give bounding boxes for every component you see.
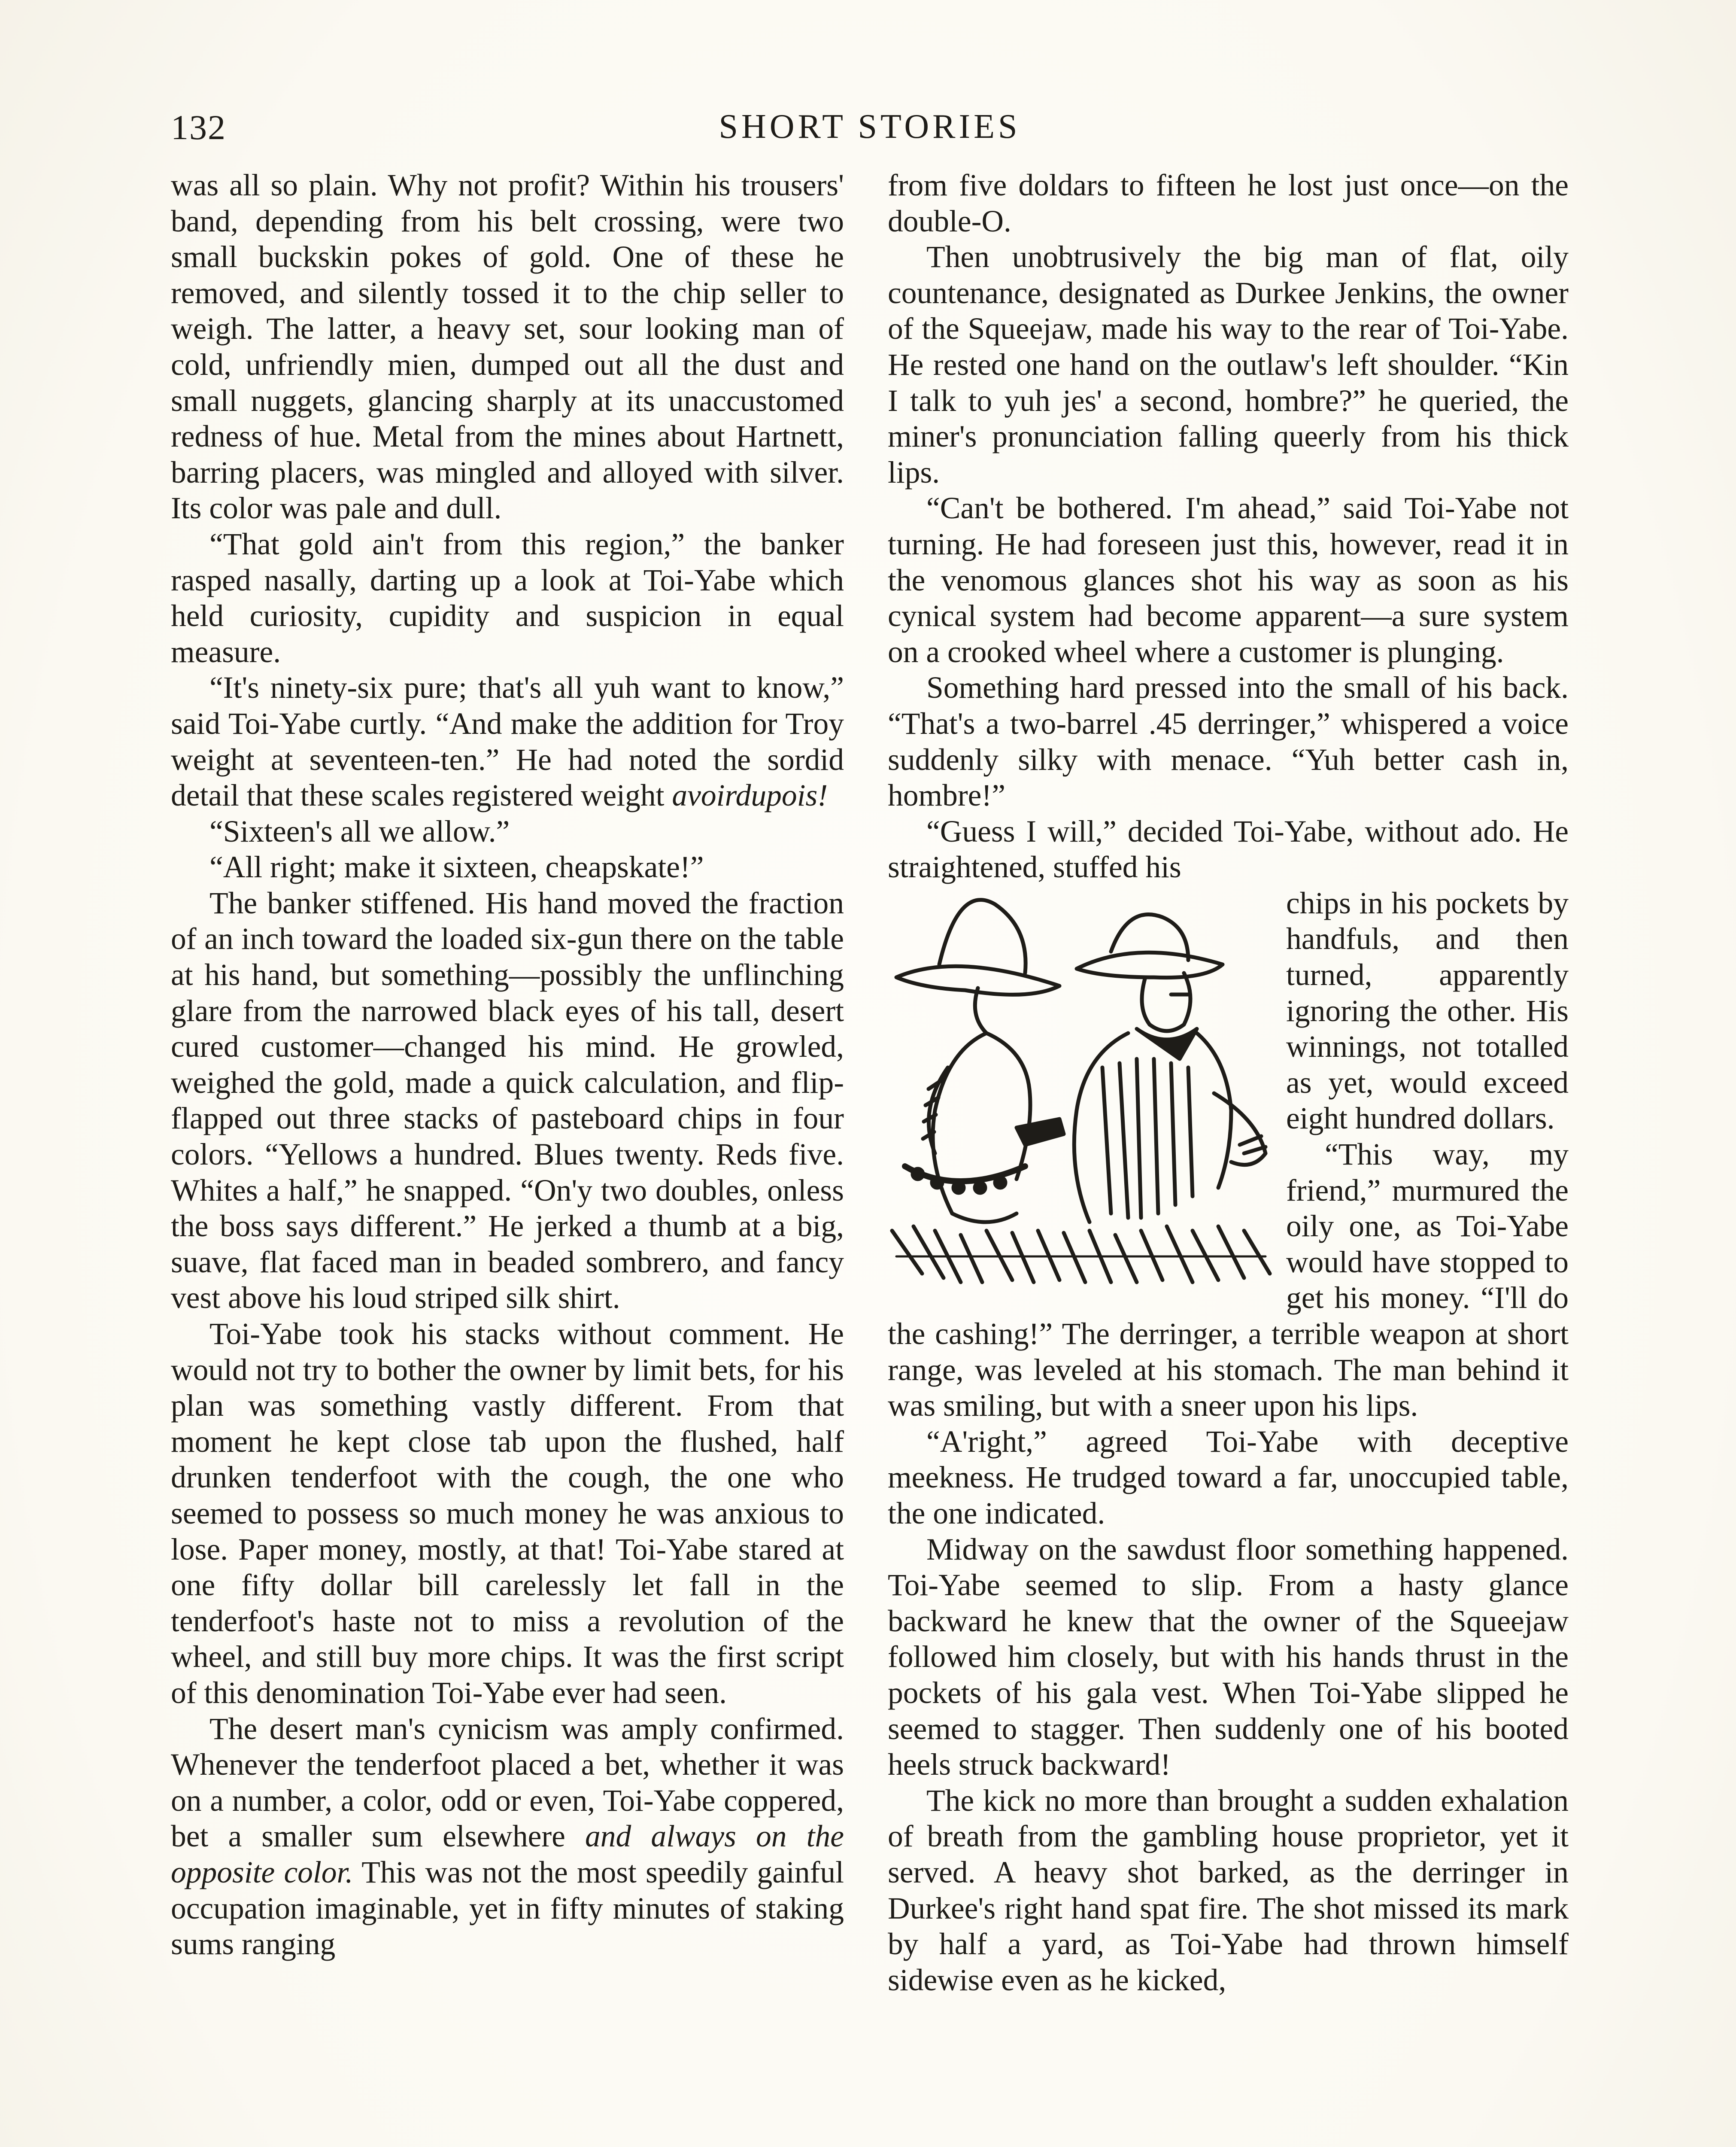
paragraph — [171, 1711, 844, 1962]
paragraph: “Sixteen's all we allow.” — [209, 814, 510, 848]
paragraph: was all so plain. Why not profit? Within his trousers' band, depending from his belt crossing, were two small buckskin pokes of gold. One of these he removed, and silently tossed it to the chip seller to weigh. The latter, a heavy set, sour looking man of cold, unfriendly mien, dumped out all the dust and small nuggets, glancing sharply at its unaccustomed redness of hue. Metal from the mines about Hartnett, barring placers, was mingled and alloyed with silver. Its color was pale and dull. — [171, 168, 844, 526]
paragraph: “This way, my friend,” murmured the oily one, as Toi-Yabe would have stopped to get his money. “I'll do the cashing!” The derringer, a terrible weapon at short range, was leveled at his stomach. The man behind it was smiling, but with a sneer upon his lips. — [888, 1137, 1569, 1423]
page-header — [171, 107, 1569, 155]
paragraph: Then unobtrusively the big man of flat, oily countenance, designated as Durkee Jenkins, the owner of the Squeejaw, made his way to the rear of Toi-Yabe. He rested one hand on the outlaw's left shoulder. “Kin I talk to yuh jes' a second, hombre?” he queried, the miner's pronunciation falling queerly from his thick lips. — [888, 240, 1569, 490]
paragraph-text: The desert man's cynicism was amply confirmed. Whenever the tenderfoot placed a bet, whether it was on a number, a color, odd or even, Toi-Yabe coppered, bet a smaller sum elsewhere — [171, 1712, 844, 1854]
paragraph: “Guess I will,” decided Toi-Yabe, without ado. He straightened, stuffed his — [888, 814, 1569, 885]
paragraph: The banker stiffened. His hand moved the fraction of an inch toward the loaded six-gun there on the table at his hand, but something—possibly the unflinching glare from the narrowed black eyes of his tall, desert cured customer—changed his mind. He growled, weighed the gold, made a quick calculation, and flip-flapped out three stacks of pasteboard chips in four colors. “Yellows a hundred. Blues twenty. Reds five. Whites a half,” he snapped. “On'y two doubles, onless the boss says different.” He jerked a thumb at a big, suave, flat faced man in beaded sombrero, and fancy vest above his loud striped silk shirt. — [171, 886, 844, 1315]
paragraph: from five doldars to fifteen he lost just once—on the double-O. — [888, 168, 1569, 238]
right-column — [888, 167, 1569, 2147]
running-head: SHORT STORIES — [719, 108, 1021, 146]
paragraph: Toi-Yabe took his stacks without comment. He would not try to bother the owner by limit bets, for his plan was something vastly different. From that moment he kept close tab upon the flushed, half drunken tenderfoot with the cough, the one who seemed to possess so much money he was anxious to lose. Paper money, mostly, at that! Toi-Yabe stared at one fifty dollar bill carelessly let fall in the tenderfoot's haste not to miss a revolution of the wheel, and still buy more chips. It was the first script of this denomination Toi-Yabe ever had seen. — [171, 1317, 844, 1710]
paragraph: “Can't be bothered. I'm ahead,” said Toi-Yabe not turning. He had foreseen just this, however, read it in the venomous glances shot his way as soon as his cynical system had become apparent—a sure system on a crooked wheel where a customer is plunging. — [888, 491, 1569, 669]
paragraph: Midway on the sawdust floor something happened. Toi-Yabe seemed to slip. From a hasty glance backward he knew that the owner of the Squeejaw followed him closely, but with his hands thrust in the pockets of his gala vest. When Toi-Yabe slipped he seemed to stagger. Then suddenly one of his booted heels struck backward! — [888, 1532, 1569, 1782]
paragraph: Something hard pressed into the small of his back. “That's a two-barrel .45 derringer,” whispered a voice suddenly silky with menace. “Yuh better cash in, hombre!” — [888, 671, 1569, 813]
paragraph: chips in his pockets by handfuls, and then turned, apparently ignoring the other. His winnings, not totalled as yet, would exceed eight hundred dollars. — [1286, 886, 1569, 1136]
paragraph — [171, 670, 844, 813]
paragraph: “All right; make it sixteen, cheapskate!” — [209, 850, 704, 885]
emphasis-text: and always on the opposite color. — [171, 1819, 844, 1889]
illustration-two-cowboys — [888, 887, 1274, 1286]
cowboys-sketch-icon — [888, 887, 1274, 1286]
paragraph: The kick no more than brought a sudden exhalation of breath from the gambling house proprietor, yet it served. A heavy shot barked, as the derringer in Durkee's right hand spat fire. The shot missed its mark by half a yard, as Toi-Yabe had thrown himself sidewise even as he kicked, — [888, 1783, 1569, 1997]
emphasis-text: avoirdupois! — [672, 779, 828, 813]
paragraph: “That gold ain't from this region,” the banker rasped nasally, darting up a look at Toi-Yabe which held curiosity, cupidity and suspicion in equal measure. — [171, 527, 844, 669]
left-column — [171, 167, 844, 2147]
paragraph-text: “It's ninety-six pure; that's all yuh want to know,” said Toi-Yabe curtly. “And make the addition for Troy weight at seventeen-ten.” He had noted the sordid detail that these scales registered weight — [171, 671, 844, 813]
page-number: 132 — [171, 108, 226, 147]
paragraph-text: This was not the most speedily gainful occupation imaginable, yet in fifty minutes of staking sums ranging — [171, 1855, 844, 1961]
paragraph: “A'right,” agreed Toi-Yabe with deceptive meekness. He trudged toward a far, unoccupied table, the one indicated. — [888, 1424, 1569, 1530]
